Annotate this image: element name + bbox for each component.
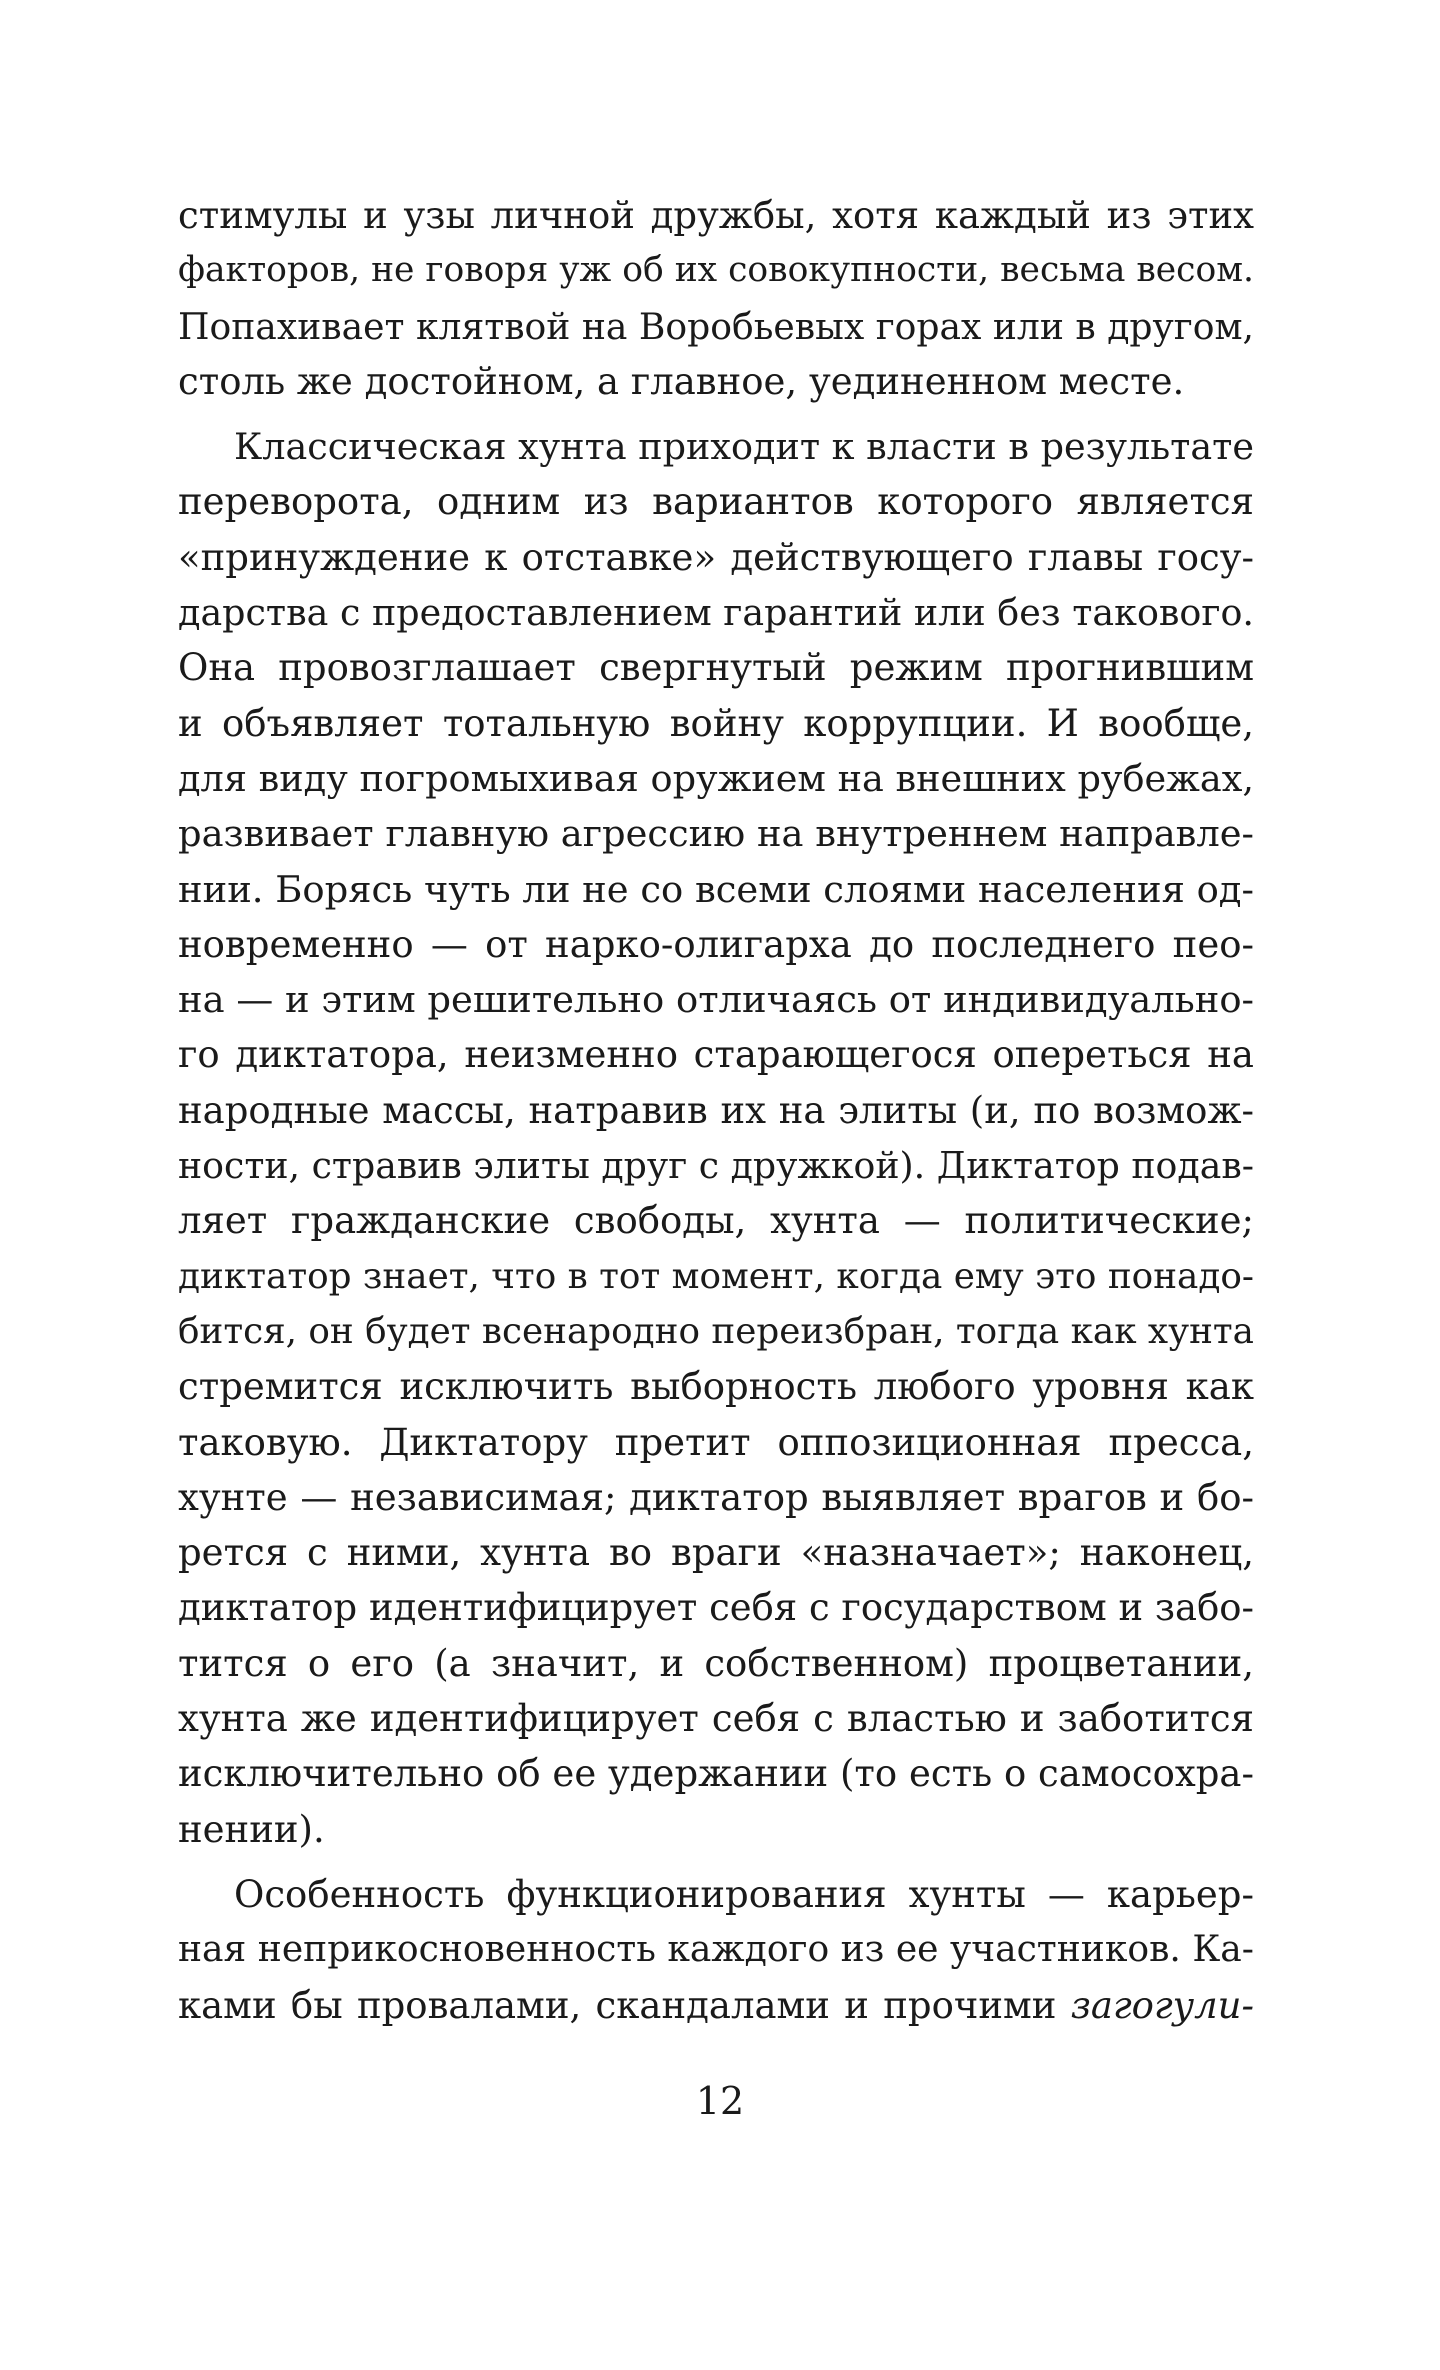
text-line: народные массы, натравив их на элиты (и, по возмож- (178, 1088, 1254, 1132)
text-line: ляет гражданские свободы, хунта — политические; (178, 1199, 1254, 1243)
text-line: развивает главную агрессию на внутреннем направле- (178, 812, 1254, 856)
text-line: нии. Борясь чуть ли не со всеми слоями населения од- (178, 867, 1254, 911)
text-line: переворота, одним из вариантов которого является (178, 480, 1254, 524)
text-line: диктатор идентифицирует себя с государством и забо- (178, 1586, 1254, 1630)
text-line: для виду погромыхивая оружием на внешних рубежах, (178, 756, 1254, 800)
text-line: стремится исключить выборность любого уровня как (178, 1365, 1254, 1409)
text-line: рется с ними, хунта во враги «назначает»; наконец, (178, 1531, 1254, 1575)
text-line: нении). (178, 1807, 325, 1851)
text-segment: ками бы провалами, скандалами и прочими (178, 1983, 1071, 2027)
text-line: и объявляет тотальную войну коррупции. И вообще, (178, 701, 1254, 745)
text-line: «принуждение к отставке» действующего главы госу- (178, 535, 1254, 579)
text-line: хунте — независимая; диктатор выявляет врагов и бо- (178, 1475, 1254, 1519)
text-line: Особенность функционирования хунты — карьер- (234, 1872, 1254, 1916)
text-line: бится, он будет всенародно переизбран, тогда как хунта (178, 1310, 1254, 1352)
text-line: Она провозглашает свергнутый режим прогнившим (178, 646, 1254, 690)
italic-word: загогули- (1070, 1983, 1254, 2027)
text-line: факторов, не говоря уж об их совокупности, весьма весом. (178, 250, 1254, 291)
page-number: 12 (695, 2079, 745, 2123)
text-line: стимулы и узы личной дружбы, хотя каждый из этих (178, 194, 1254, 237)
text-line-with-italic (178, 1978, 1254, 2033)
text-line: ная неприкосновенность каждого из ее участников. Ка- (178, 1928, 1254, 1971)
text-line: исключительно об ее удержании (то есть о самосохра- (178, 1752, 1254, 1796)
text-line: хунта же идентифицирует себя с властью и заботится (178, 1697, 1254, 1741)
text-line: Попахивает клятвой на Воробьевых горах или в другом, (178, 304, 1255, 348)
text-line: ности, стравив элиты друг с дружкой). Диктатор подав- (178, 1144, 1254, 1188)
text-line: таковую. Диктатору претит оппозиционная пресса, (178, 1420, 1254, 1464)
text-line: на — и этим решительно отличаясь от индивидуально- (178, 978, 1254, 1022)
paragraph-1 (178, 188, 1254, 409)
text-line: диктатор знает, что в тот момент, когда ему это понадо- (178, 1255, 1254, 1297)
text-line: дарства с предоставлением гарантий или без такового. (178, 591, 1254, 635)
text-line: столь же достойном, а главное, уединенном месте. (178, 359, 1185, 403)
text-line: тится о его (а значит, и собственном) процветании, (178, 1641, 1254, 1685)
body-text (178, 188, 1254, 2033)
paragraph-2 (178, 419, 1254, 1857)
text-line: новременно — от нарко-олигарха до последнего пео- (178, 922, 1254, 966)
paragraph-3 (178, 1867, 1254, 2033)
text-line: Классическая хунта приходит к власти в результате (234, 425, 1254, 469)
text-line: го диктатора, неизменно старающегося опереться на (178, 1033, 1254, 1077)
